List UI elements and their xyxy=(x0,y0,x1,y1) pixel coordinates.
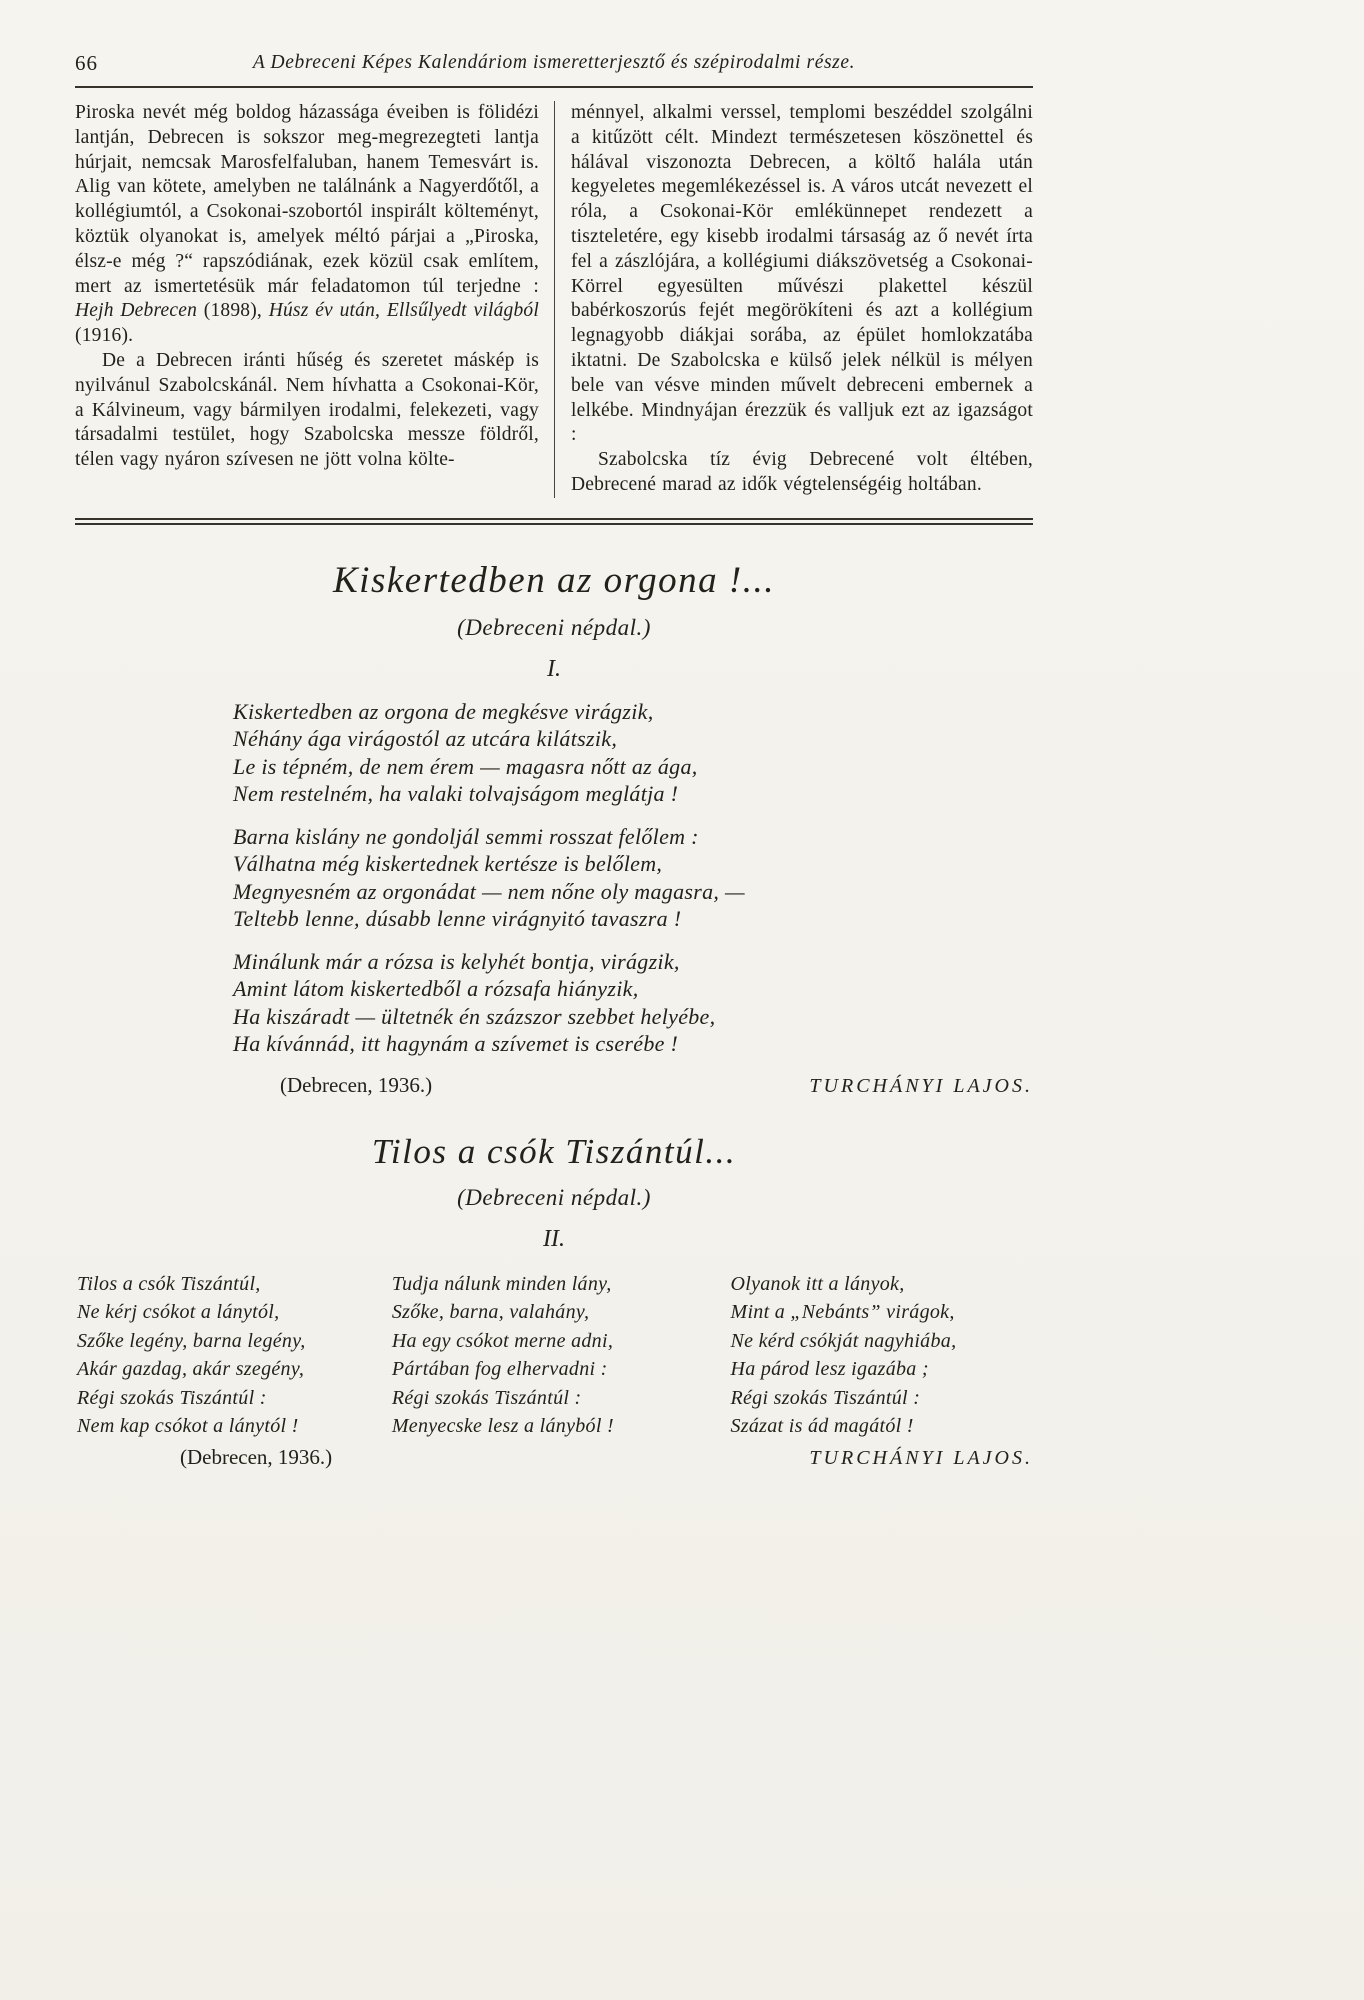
poem-title: Tilos a csók Tiszántúl... xyxy=(371,1131,737,1171)
poem-subtitle: (Debreceni népdal.) xyxy=(457,614,651,640)
paragraph-run: Piroska nevét még boldog házassága éveiben is fölidézi lantján, Debrecen is sokszor meg-megrezegteti lantja húrjait, nemcsak Marosfelfaluban, hanem Temesvárt is. Alig van kötete, amelyben ne találnánk a Nagyerdőtől, a kollégiumtól, a Csokonai-szobortól inspirált költeményt, köztük olyanokat is, amelyek méltó párjai a „Piroska, élsz-e még ?“ rapszódiának, ezek közül csak említem, mert az ismertetésük már feladatomon túl terjedne : xyxy=(75,102,539,297)
paragraph xyxy=(75,101,539,349)
author-name: TURCHÁNYI LAJOS. xyxy=(809,1074,1033,1097)
poem-title: Kiskertedben az orgona !... xyxy=(333,559,775,601)
work-title-italic: Húsz év után, Ellsűlyedt világból xyxy=(268,300,539,322)
stanza xyxy=(233,948,1033,1058)
poem-line: Nem restelném, ha valaki tolvajságom meglátja ! xyxy=(233,781,679,807)
poem-line: Ne kérj csókot a lánytól, xyxy=(77,1301,280,1324)
poem-line: Ha egy csókot merne adni, xyxy=(391,1329,614,1352)
poem-line: Néhány ága virágostól az utcára kilátszik, xyxy=(233,726,618,752)
stanza xyxy=(233,823,1033,933)
poem-line: Kiskertedben az orgona de megkésve virágzik, xyxy=(233,698,654,724)
poem-line: Ha kívánnád, itt hagynám a szívemet is cserébe ! xyxy=(233,1031,679,1057)
poem-line: Válhatna még kiskertednek kertésze is belőlem, xyxy=(233,851,663,877)
poem-line: Ha kiszáradt — ültetnék én százszor szebbet helyébe, xyxy=(233,1003,716,1029)
poem-line: Régi szokás Tiszántúl : xyxy=(77,1386,267,1409)
poem-line: Pártában fog elhervadni : xyxy=(391,1358,608,1381)
poem-tilos-a-csok xyxy=(75,1132,1033,1470)
article-two-columns xyxy=(75,101,1033,498)
page-number: 66 xyxy=(75,51,98,75)
article-left-column xyxy=(75,101,554,498)
poem-line: Teltebb lenne, dúsabb lenne virágnyitó tavaszra ! xyxy=(233,906,682,932)
poem-line: Tudja nálunk minden lány, xyxy=(391,1272,612,1295)
poem-signature-row xyxy=(75,1073,1033,1098)
poem-line: Le is tépném, de nem érem — magasra nőtt az ága, xyxy=(233,753,698,779)
poem-section-numeral: I. xyxy=(547,655,561,682)
poem-line: Barna kislány ne gondoljál semmi rosszat felőlem : xyxy=(233,823,699,849)
page-header xyxy=(75,50,1033,78)
poem-kiskertedben-az-orgona xyxy=(75,559,1033,1098)
stanza xyxy=(233,698,1033,808)
poem-line: Szőke legény, barna legény, xyxy=(77,1329,306,1352)
poem-line: Amint látom kiskertedből a rózsafa hiányzik, xyxy=(233,976,639,1002)
poem-line: Olyanok itt a lányok, xyxy=(730,1272,905,1295)
poem-line: Régi szokás Tiszántúl : xyxy=(730,1386,921,1409)
poem-line: Százat is ád magától ! xyxy=(730,1415,914,1438)
poem-line: Megnyesném az orgonádat — nem nőne oly magasra, — xyxy=(233,878,745,904)
work-title-italic: Hejh Debrecen xyxy=(75,300,198,322)
poem-line: Ha párod lesz igazába ; xyxy=(730,1358,929,1381)
paragraph: De a Debrecen iránti hűség és szeretet máskép is nyilvánul Szabolcskánál. Nem hívhatta a Csokonai-Kör, a Kálvineum, vagy bármilyen irodalmi, felekezeti, vagy társadalmi testület, hogy Szabolcska messze földről, télen vagy nyáron szívesen ne jött volna költe- xyxy=(75,349,539,471)
paragraph-run: (1916). xyxy=(75,325,134,347)
poem-line: Minálunk már a rózsa is kelyhét bontja, virágzik, xyxy=(233,948,680,974)
poem-line: Ne kérd csókját nagyhiába, xyxy=(730,1329,957,1352)
article-right-column xyxy=(554,101,1033,498)
poem-line: Nem kap csókot a lánytól ! xyxy=(77,1415,299,1438)
paragraph: ménnyel, alkalmi verssel, templomi beszéddel szolgálni a kitűzött célt. Mindezt természetesen köszönettel és hálával viszonozta Debrecen, a költő halála után kegyeletes megemlékezéssel is. A város utcát nevezett el róla, a Csokonai-Kör emlékünnepet rendezett a tiszteletére, egy kisebb irodalmi társaság az ő nevét írta fel a zászlójára, a kollégiumi diákszövetség a Csokonai-Körrel egyesülten művészi plakettel készül babérkoszorús fejét megörökíteni és azt a kollégium legnagyobb diákjai sorába, az épület homlokzatába iktatni. De Szabolcska e külső jelek nélkül is mélyen bele van vésve minden művelt debreceni embernek a lelkébe. Mindnyájan érezzük és valljuk ezt az igazságot : xyxy=(571,102,1033,446)
folk-song-column xyxy=(392,1270,716,1441)
poem-signature-row xyxy=(75,1445,1033,1470)
poem-line: Akár gazdag, akár szegény, xyxy=(77,1358,305,1381)
folk-song-column xyxy=(77,1270,378,1441)
poem-line: Tilos a csók Tiszántúl, xyxy=(77,1272,261,1295)
poem-line: Régi szokás Tiszántúl : xyxy=(391,1386,582,1409)
folk-song-column xyxy=(730,1270,1031,1441)
place-date: (Debrecen, 1936.) xyxy=(180,1444,333,1469)
poem-line: Menyecske lesz a lányból ! xyxy=(391,1415,614,1438)
paragraph-run: (1898), xyxy=(197,300,269,322)
section-divider-rule xyxy=(75,518,1033,525)
poem-section-numeral: II. xyxy=(543,1225,565,1252)
place-date: (Debrecen, 1936.) xyxy=(280,1072,433,1097)
poem-stanzas xyxy=(75,698,1033,1058)
header-rule xyxy=(75,86,1033,88)
running-title: A Debreceni Képes Kalendáriom ismeretterjesztő és szépirodalmi része. xyxy=(252,52,856,73)
poem-line: Mint a „Nebánts” virágok, xyxy=(730,1301,955,1324)
poem-line: Szőke, barna, valahány, xyxy=(391,1301,590,1324)
folk-song-columns xyxy=(75,1270,1033,1441)
author-name: TURCHÁNYI LAJOS. xyxy=(809,1446,1033,1469)
poem-subtitle: (Debreceni népdal.) xyxy=(457,1184,651,1210)
paragraph: Szabolcska tíz évig Debrecené volt éltében, Debrecené marad az idők végtelenségéig holtában. xyxy=(571,449,1033,495)
